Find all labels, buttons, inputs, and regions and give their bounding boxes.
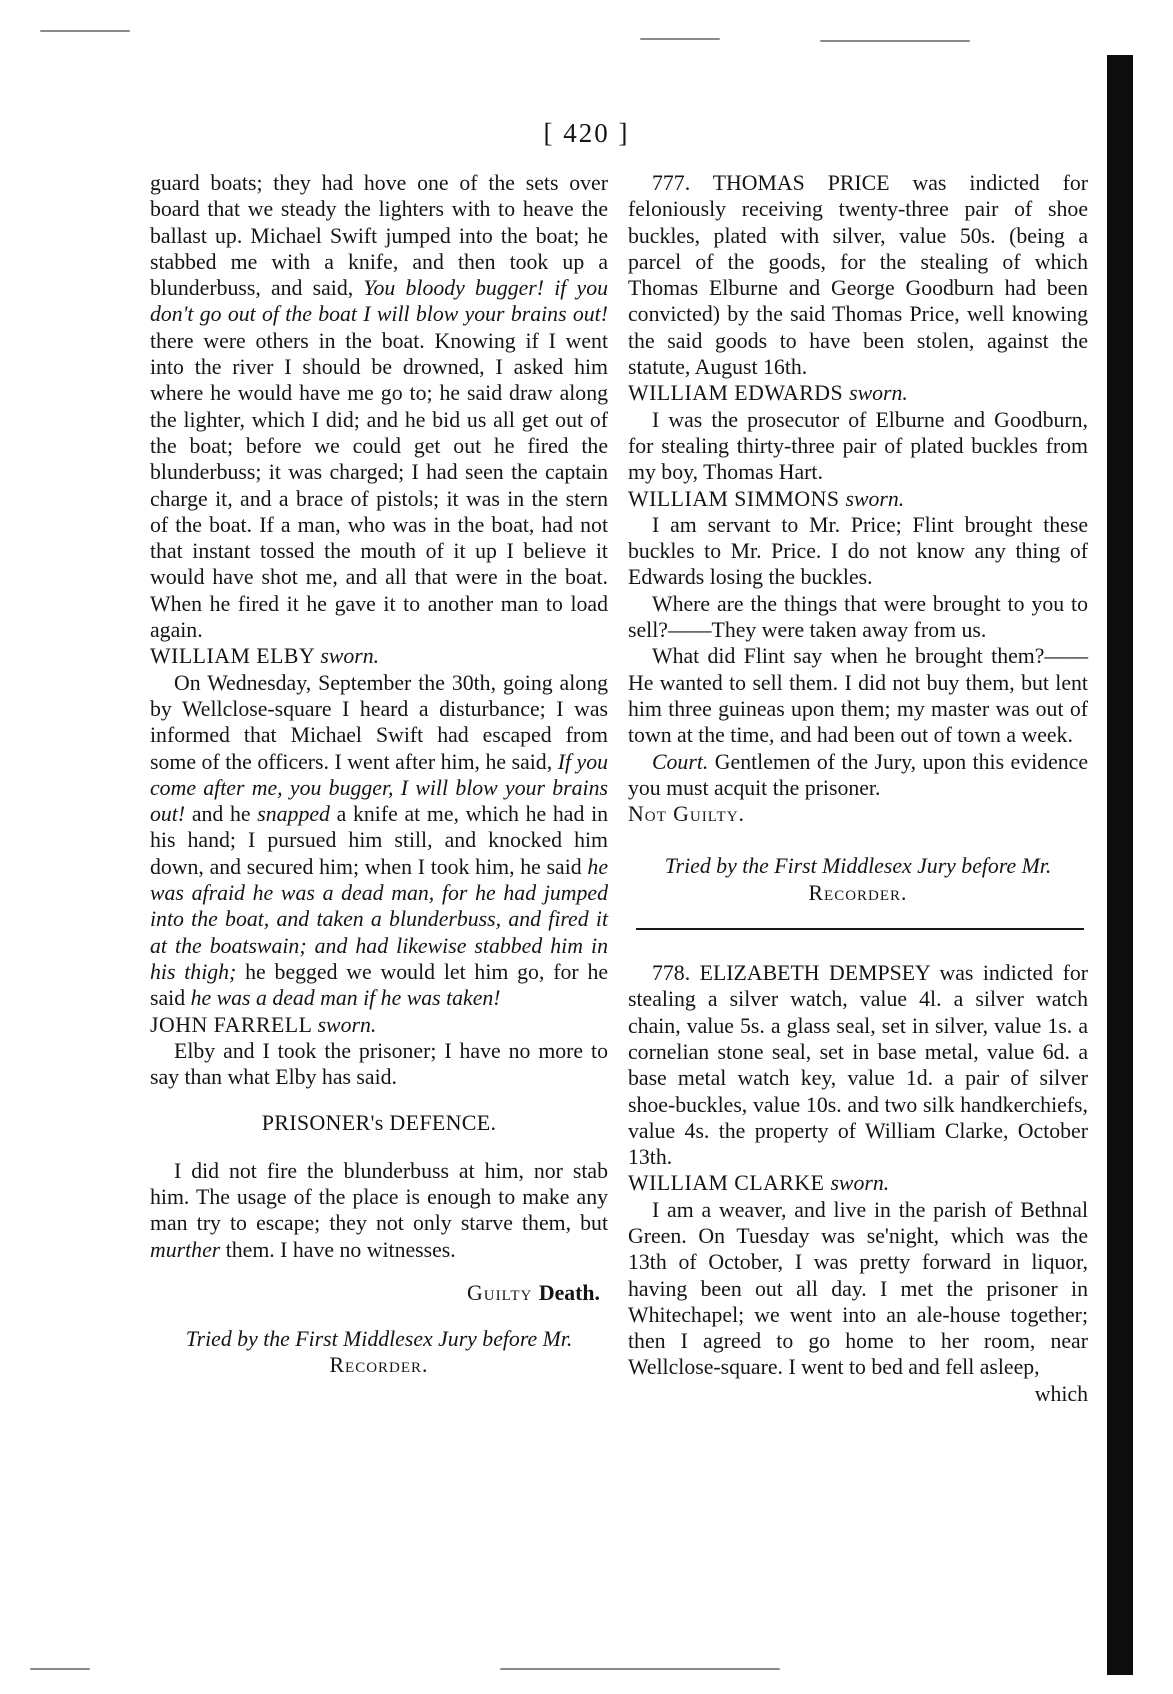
- tried-note: [150, 1326, 608, 1379]
- paragraph: [150, 170, 608, 643]
- paragraph-text: there were others in the boat. Knowing if I went into the river I should be drowned, I asked him where he would have me go to; he said draw along the lighter, which I did; and he bid us all get out of the boat; before we could get out he fired the blunderbuss; it was charged; I had seen the captain charge it, and a brace of pistols; it was in the stern of the boat. If a man, who was in the boat, had not that instant tossed the mouth of it up I believe it would have shot me, and all that were in the boat. When he fired it he gave it to another man to load again.: [150, 328, 608, 643]
- scan-noise: [500, 1668, 780, 1670]
- paragraph: I am servant to Mr. Price; Flint brought these buckles to Mr. Price. I do not know any thing of Edwards losing the buckles.: [628, 512, 1088, 590]
- paragraph: [150, 670, 608, 1012]
- paragraph-text: Gentlemen of the Jury, upon this evidence you must acquit the prisoner.: [628, 749, 1088, 800]
- witness-heading: [628, 1170, 1088, 1196]
- verdict-text: Guilty: [467, 1280, 533, 1305]
- sworn-label: sworn.: [317, 1012, 377, 1037]
- witness-name: WILLIAM CLARKE: [628, 1171, 825, 1196]
- case-paragraph: 777. THOMAS PRICE was indicted for feloniously receiving twenty-three pair of shoe buckles, plated with silver, value 50s. (being a parcel of the goods, for the stealing of which Thomas Elburne and George Goodburn had been convicted) by the said Thomas Price, well knowing the said goods to have been stolen, against the statute, August 16th.: [628, 171, 1088, 380]
- sworn-label: sworn.: [849, 381, 908, 406]
- page-number: [ 420 ]: [543, 118, 630, 148]
- sworn-label: sworn.: [845, 486, 905, 511]
- court-label: Court.: [652, 749, 709, 774]
- paragraph: [150, 1038, 608, 1091]
- tried-text: Tried by the First Middlesex Jury before Mr.: [664, 854, 1052, 879]
- tried-text: Tried by the First Middlesex Jury before Mr.: [185, 1327, 573, 1352]
- tried-note: [628, 853, 1088, 906]
- paragraph-text: them. I have no witnesses.: [225, 1237, 456, 1262]
- witness-name: WILLIAM ELBY: [150, 644, 315, 669]
- right-column: [628, 170, 1088, 1407]
- paragraph-text: a knife at me, which he had in his hand; I pursued him still, and knocked him down, and secured him; when I took him, he said: [150, 802, 609, 879]
- sworn-label: sworn.: [320, 644, 380, 669]
- recorder-label: Recorder.: [808, 880, 908, 905]
- paragraph: I was the prosecutor of Elburne and Goodburn, for stealing thirty-three pair of plated buckles from my boy, Thomas Hart.: [628, 407, 1088, 485]
- paragraph-text: guard boats; they had hove one of the sets over board that we steady the lighters with to heave the ballast up. Michael Swift jumped into the boat; he stabbed me with a knife, and then took up a blunderbuss, and said,: [150, 171, 608, 301]
- witness-heading: [150, 643, 608, 669]
- paragraph: What did Flint say when he brought them?——He wanted to sell them. I did not buy them, but lent him three guineas upon them; my master was out of town at the time, and had been out of town a week.: [628, 644, 1088, 748]
- witness-name: WILLIAM EDWARDS: [628, 381, 844, 406]
- witness-name: WILLIAM SIMMONS: [628, 486, 840, 511]
- scan-noise: [40, 30, 130, 32]
- scan-edge-shadow: [1107, 55, 1133, 1675]
- left-column: [150, 170, 608, 1379]
- italic-word: snapped: [257, 802, 330, 827]
- paragraph-text: I did not fire the blunderbuss at him, nor stab him. The usage of the place is enough to make any man try to escape; they not only starve them, but: [150, 1158, 608, 1236]
- scan-noise: [30, 1668, 90, 1670]
- section-heading: PRISONER's DEFENCE.: [261, 1110, 497, 1136]
- sworn-label: sworn.: [830, 1171, 890, 1196]
- witness-heading: [628, 380, 1088, 406]
- scan-noise: [640, 38, 720, 40]
- verdict: Not Guilty.: [628, 802, 745, 827]
- verdict-sentence: Death.: [538, 1280, 600, 1305]
- witness-heading: [150, 1012, 608, 1038]
- catchword: which: [1034, 1381, 1088, 1406]
- paragraph: I am a weaver, and live in the parish of Bethnal Green. On Tuesday was se'night, which was the 13th of October, I was pretty forward in liquor, having been out all day. I met the prisoner in Whitechapel; we went into an ale-house together; then I agreed to go home to her room, near Wellclose-square. I went to bed and fell asleep,: [628, 1197, 1088, 1380]
- italic-quote: If you come after me, you bugger, I will blow your brains out!: [150, 749, 608, 827]
- paragraph-text: Elby and I took the prisoner; I have no more to say than what Elby has said.: [150, 1038, 608, 1090]
- paragraph-text: he begged we would let him go, for he said: [150, 959, 609, 1011]
- witness-name: JOHN FARRELL: [150, 1012, 312, 1037]
- witness-heading: [628, 486, 1088, 512]
- case-paragraph: 778. ELIZABETH DEMPSEY was indicted for stealing a silver watch, value 4l. a silver watch chain, value 5s. a glass seal, set in silver, value 1s. a cornelian stone seal, set in base metal, value 6d. a base metal watch key, value 1d. a pair of silver shoe-buckles, value 10s. and two silk handkerchiefs, value 4s. the property of William Clarke, October 13th.: [628, 961, 1088, 1170]
- italic-quote: he was a dead man if he was taken!: [190, 986, 501, 1011]
- italic-word: murther: [150, 1237, 221, 1262]
- paragraph: [628, 749, 1088, 802]
- recorder-label: Recorder.: [329, 1353, 429, 1378]
- italic-quote: You bloody bugger! if you don't go out of the boat I will blow your brains out!: [150, 276, 608, 327]
- paragraph-text: and he: [191, 802, 251, 827]
- section-divider: [636, 928, 1084, 930]
- paragraph-text: On Wednesday, September the 30th, going along by Wellclose-square I heard a disturbance; I was informed that Michael Swift had escaped from some of the officers. I went after him, he said,: [150, 670, 608, 774]
- paragraph: [150, 1158, 608, 1263]
- verdict: [150, 1280, 600, 1306]
- paragraph: Where are the things that were brought to you to sell?——They were taken away from us.: [628, 591, 1088, 643]
- scan-noise: [820, 40, 970, 42]
- italic-quote: he was afraid he was a dead man, for he had jumped into the boat, and taken a blunderbuss, and fired it at the boatswain; and had likewise stabbed him in his thigh;: [150, 854, 608, 984]
